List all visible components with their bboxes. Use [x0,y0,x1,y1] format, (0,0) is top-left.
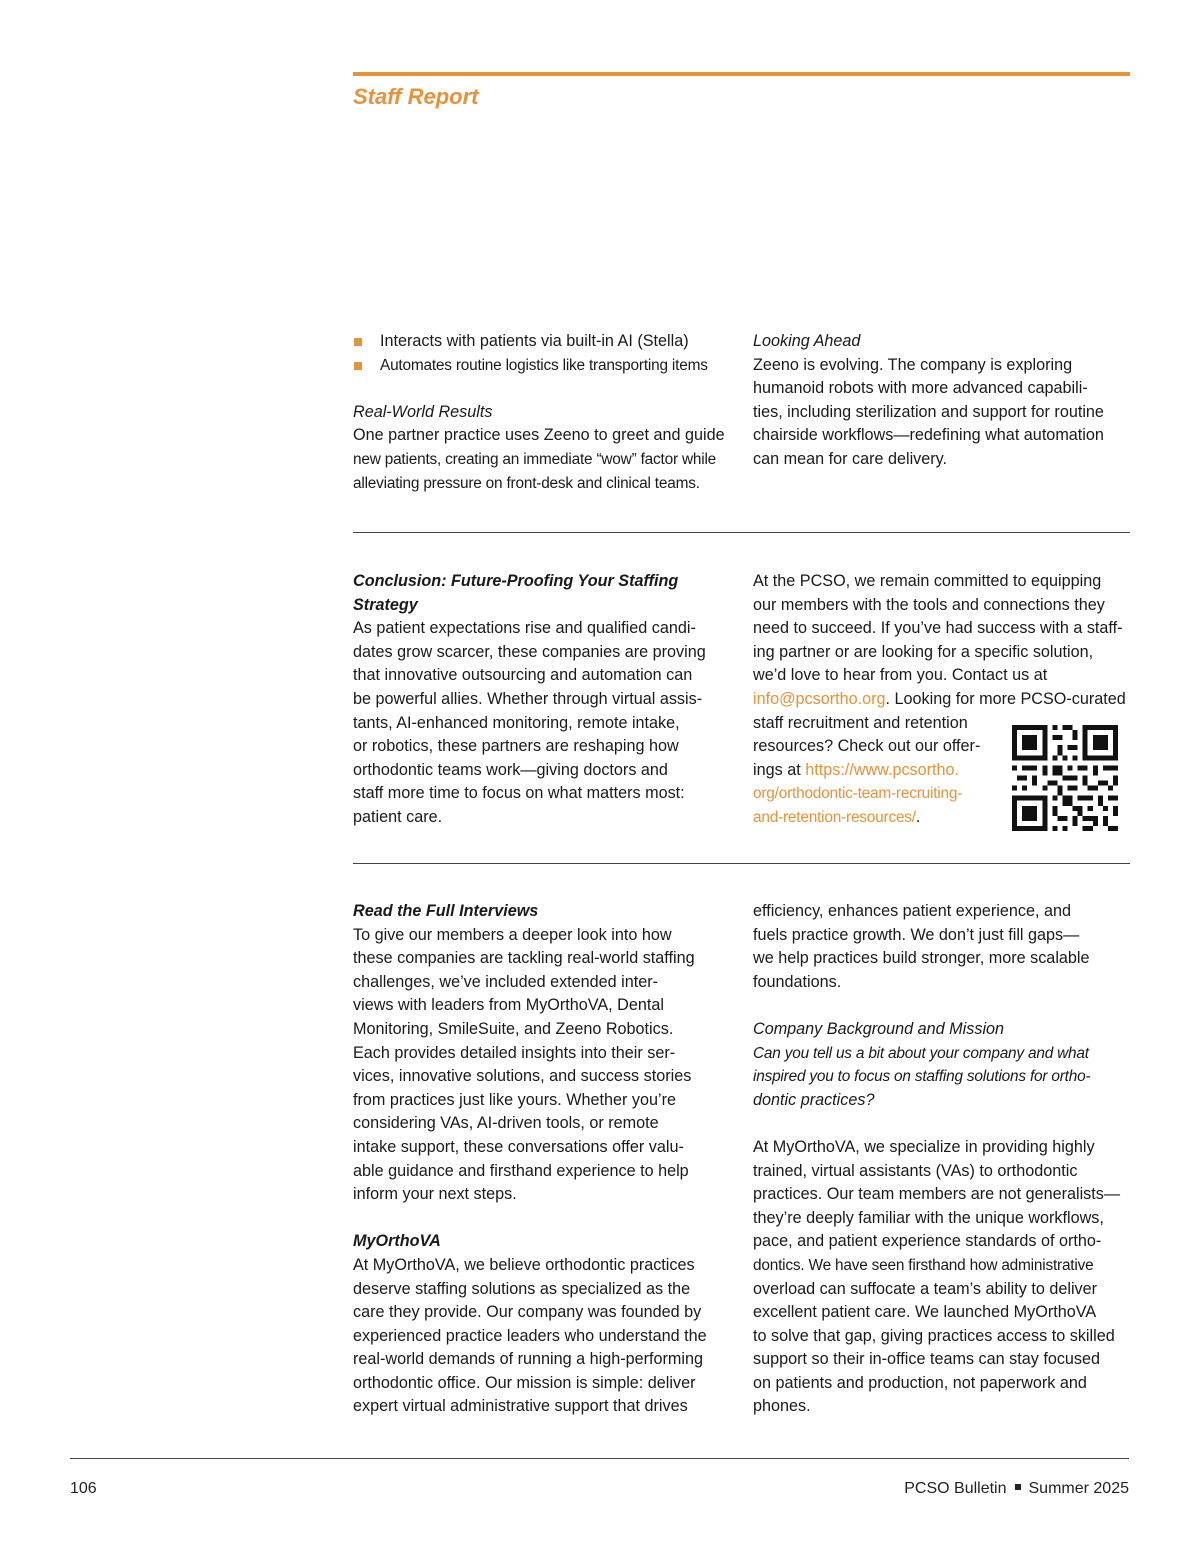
qr-code-icon[interactable] [1012,725,1118,831]
feature-list [353,330,729,377]
block1-left-column [353,330,729,495]
section-divider [353,532,1130,533]
text-line: from practices just like yours. Whether you’re [353,1090,676,1109]
text-line: considering VAs, AI-driven tools, or remote [353,1114,659,1133]
list-item: Automates routine logistics like transporting items [353,354,729,378]
bullet-square-icon [354,338,362,346]
interviews-heading: Read the Full Interviews [353,902,539,920]
text-line: experienced practice leaders who understand the [353,1326,707,1345]
text-line: resources? Check out our offer- [753,737,981,756]
text-line: pace, and patient experience standards of ortho- [753,1232,1102,1251]
text-line: humanoid robots with more advanced capabili- [753,379,1088,398]
ahead-heading: Looking Ahead [753,332,861,350]
resources-link[interactable]: https://www.pcsortho. [805,760,960,779]
text-line: excellent patient care. We launched MyOrthoVA [753,1303,1097,1322]
publication-name: PCSO Bulletin [904,1480,1007,1497]
text-line: can mean for care delivery. [753,449,948,468]
text-line: Zeeno is evolving. The company is exploring [753,355,1073,374]
text-line: orthodontic office. Our mission is simple: deliver [353,1373,696,1392]
list-item: Interacts with patients via built-in AI (Stella) [353,330,729,354]
results-heading: Real-World Results [353,402,493,421]
text-line: on patients and production, not paperwork and [753,1373,1087,1392]
text-line: overload can suffocate a team’s ability to deliver [753,1279,1098,1298]
resources-link[interactable]: org/orthodontic-team-recruiting- [753,785,963,803]
section-title: Staff Report [353,84,479,109]
text-line: intake support, these conversations offer valu- [353,1137,684,1156]
text-line: support so their in-office teams can stay focused [753,1350,1101,1369]
text-line: At the PCSO, we remain committed to equipping [753,572,1102,590]
text-line: ing partner or are looking for a specific solution, [753,642,1094,661]
text-line: deserve staffing solutions as specialized as the [353,1279,691,1298]
separator-square-icon [1015,1484,1021,1490]
text-line: dates grow scarcer, these companies are proving [353,642,706,661]
text-line: practices. Our team members are not generalists— [753,1185,1121,1204]
text-line: our members with the tools and connections they [753,595,1105,614]
text-line: ings at https://www.pcsortho. [753,760,960,779]
text-line: patient care. [353,807,443,826]
text-line: tants, AI-enhanced monitoring, remote intake, [353,713,680,732]
conclusion-heading: Strategy [353,595,418,614]
footer-rule [70,1458,1129,1459]
publication-info [904,1480,1129,1498]
text-line: foundations. [753,972,842,991]
text-line: fuels practice growth. We don’t just fill gaps— [753,925,1080,944]
text-line: vices, innovative solutions, and success stories [353,1067,692,1086]
page-number: 106 [70,1480,97,1497]
block1-right-column [753,330,1129,472]
text-line: trained, virtual assistants (VAs) to orthodontic [753,1161,1078,1180]
text-line: staff more time to focus on what matters most: [353,784,685,803]
text-line: inform your next steps. [353,1185,517,1204]
text-line: they’re deeply familiar with the unique workflows, [753,1208,1104,1227]
text-line: and-retention-resources/. [753,807,921,826]
text-line: chairside workflows—redefining what automation [753,426,1104,445]
text-line: efficiency, enhances patient experience, and [753,902,1071,920]
section-divider [353,863,1130,864]
resources-link[interactable]: and-retention-resources/ [753,808,916,826]
text-line: able guidance and firsthand experience to help [353,1161,689,1180]
text-line: these companies are tackling real-world staffing [353,949,695,968]
text-line: views with leaders from MyOrthoVA, Dental [353,996,664,1015]
text-line: info@pcsortho.org. Looking for more PCSO-curated [753,689,1126,708]
text-line: new patients, creating an immediate “wow” factor while [353,450,717,468]
text-line: expert virtual administrative support that drives [353,1397,688,1416]
issue-label: Summer 2025 [1028,1480,1129,1497]
text-line: real-world demands of running a high-performing [353,1350,704,1369]
email-link[interactable]: info@pcsortho.org [753,689,886,708]
question-line: dontic practices? [753,1090,875,1109]
myorthova-heading: MyOrthoVA [353,1232,441,1251]
text-line: be powerful allies. Whether through virtual assis- [353,689,703,708]
text-line: challenges, we’ve included extended inter- [353,972,659,991]
text-line: need to succeed. If you’ve had success with a staff- [753,619,1123,638]
myorthova-column [753,900,1129,1419]
question-line: Can you tell us a bit about your company and what [753,1044,1089,1062]
text-line: At MyOrthoVA, we specialize in providing highly [753,1137,1095,1156]
text-line: To give our members a deeper look into how [353,925,672,944]
conclusion-column [353,570,729,830]
text-line: alleviating pressure on front-desk and clinical teams. [353,474,700,492]
text-line: Each provides detailed insights into their ser- [353,1043,676,1062]
background-heading: Company Background and Mission [753,1019,1005,1038]
text-line: orthodontic teams work—giving doctors and [353,760,668,779]
text-line: staff recruitment and retention [753,713,968,732]
text-line: As patient expectations rise and qualified candi- [353,619,696,638]
conclusion-heading: Conclusion: Future-Proofing Your Staffing [353,572,679,590]
text-line: or robotics, these partners are reshaping how [353,737,679,756]
text-line: we’d love to hear from you. Contact us at [753,666,1048,685]
text-line: Monitoring, SmileSuite, and Zeeno Robotics. [353,1019,674,1038]
text-line: care they provide. Our company was founded by [353,1303,702,1322]
question-line: inspired you to focus on staffing solutions for ortho- [753,1068,1091,1086]
text-line: phones. [753,1397,811,1416]
text-line: that innovative outsourcing and automation can [353,666,693,685]
text-line: ties, including sterilization and support for routine [753,402,1104,421]
bullet-square-icon [354,362,362,370]
text-line: One partner practice uses Zeeno to greet and guide [353,426,725,445]
text-line: we help practices build stronger, more scalable [753,949,1090,968]
text-line: dontics. We have seen firsthand how administrative [753,1256,1094,1274]
text-line: At MyOrthoVA, we believe orthodontic practices [353,1255,695,1274]
interviews-column [353,900,729,1419]
text-line: to solve that gap, giving practices access to skilled [753,1326,1115,1345]
header-rule [353,72,1130,76]
